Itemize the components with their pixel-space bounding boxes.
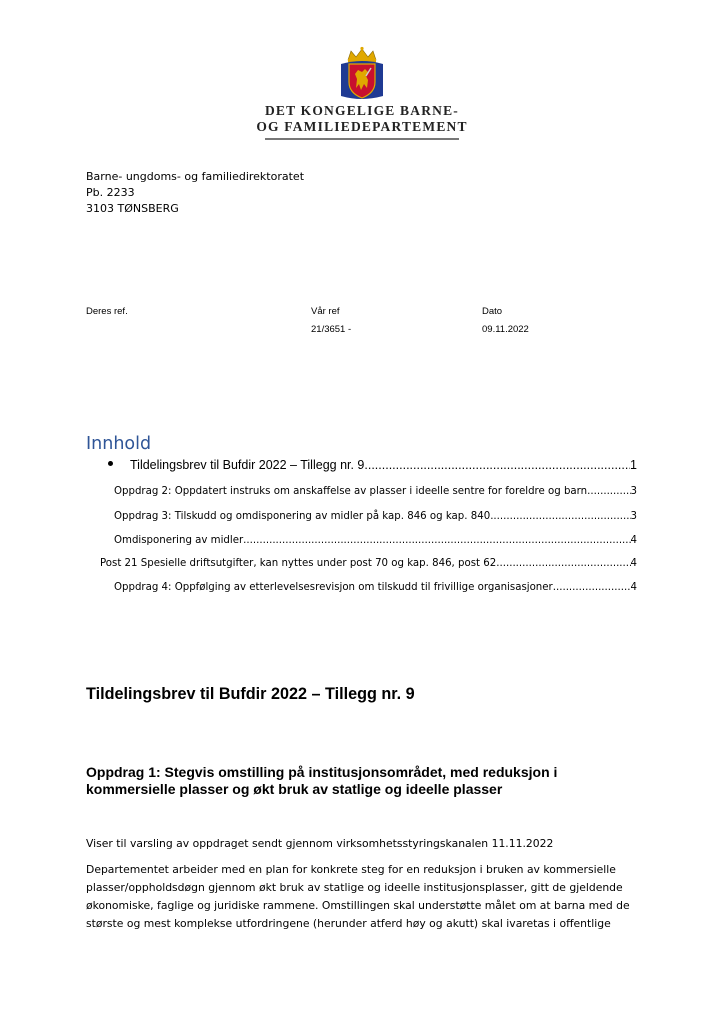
paragraph-line: Departementet arbeider med en plan for konkrete steg for en reduksjon i bruken av kommersielle <box>86 863 616 876</box>
var-ref-value: 21/3651 - <box>311 324 352 335</box>
recipient-pobox: Pb. 2233 <box>86 186 135 199</box>
toc-entry[interactable] <box>130 458 637 472</box>
toc-entry[interactable] <box>114 582 637 593</box>
toc-heading: Innhold <box>86 434 152 454</box>
toc-entry-title: Tildelingsbrev til Bufdir 2022 – Tillegg nr. 9 <box>130 458 365 472</box>
toc-leader <box>587 486 630 497</box>
toc-leader <box>496 558 630 569</box>
dato-value: 09.11.2022 <box>482 324 529 335</box>
coat-of-arms-icon <box>337 46 387 102</box>
paragraph-line: økonomiske, faglige og juridiske rammene. Omstillingen skal understøtte målet om at barna med de <box>86 899 630 912</box>
document-title: Tildelingsbrev til Bufdir 2022 – Tillegg nr. 9 <box>86 685 415 703</box>
toc-entry[interactable] <box>114 535 637 546</box>
toc-entry-title: Omdisponering av midler <box>114 535 244 546</box>
paragraph-line: plasser/oppholdsdøgn gjennom økt bruk av statlige og ideelle institusjonsplasser, gitt de gjeldende <box>86 881 623 894</box>
toc-entry-page: 3 <box>630 486 637 497</box>
deres-ref-label: Deres ref. <box>86 306 128 317</box>
recipient-name: Barne- ungdoms- og familiedirektoratet <box>86 170 305 183</box>
toc-entry[interactable] <box>100 558 637 569</box>
recipient-postcode-city: 3103 TØNSBERG <box>86 202 179 215</box>
bullet-icon <box>108 461 113 466</box>
department-name-line2: OG FAMILIEDEPARTEMENT <box>256 119 468 134</box>
toc-leader <box>364 458 630 472</box>
toc-entry-page: 4 <box>630 558 637 569</box>
dato-label: Dato <box>482 306 503 317</box>
toc-entry-title: Oppdrag 3: Tilskudd og omdisponering av midler på kap. 846 og kap. 840 <box>114 511 491 522</box>
toc-leader <box>553 582 631 593</box>
paragraph-notice: Viser til varsling av oppdraget sendt gjennom virksomhetsstyringskanalen 11.11.2022 <box>86 837 554 850</box>
toc-entry-page: 3 <box>630 511 637 522</box>
letterhead-divider <box>265 138 459 140</box>
toc-leader <box>243 535 630 546</box>
var-ref-label: Vår ref <box>311 306 340 317</box>
assignment-heading: Oppdrag 1: Stegvis omstilling på institusjonsområdet, med reduksjon i kommersielle plasser og økt bruk av statlige og ideelle plasser <box>86 764 558 797</box>
toc-entry[interactable] <box>114 486 637 497</box>
toc-entry-title: Oppdrag 2: Oppdatert instruks om anskaffelse av plasser i ideelle sentre for foreldre og barn <box>114 486 588 497</box>
letterhead-logo <box>255 46 469 142</box>
toc-leader <box>490 511 630 522</box>
toc-entry-page: 1 <box>630 458 637 472</box>
toc-entry[interactable] <box>114 511 637 522</box>
toc-entry-title: Oppdrag 4: Oppfølging av etterlevelsesrevisjon om tilskudd til frivillige organisasjoner <box>114 582 553 593</box>
toc-entry-page: 4 <box>630 535 637 546</box>
department-name-line1: DET KONGELIGE BARNE- <box>264 103 460 118</box>
toc-entry-page: 4 <box>630 582 637 593</box>
paragraph-line: største og mest komplekse utfordringene (herunder atferd høy og akutt) skal ivaretas i offentlige <box>86 917 611 930</box>
toc-entry-title: Post 21 Spesielle driftsutgifter, kan nyttes under post 70 og kap. 846, post 62 <box>100 558 497 569</box>
